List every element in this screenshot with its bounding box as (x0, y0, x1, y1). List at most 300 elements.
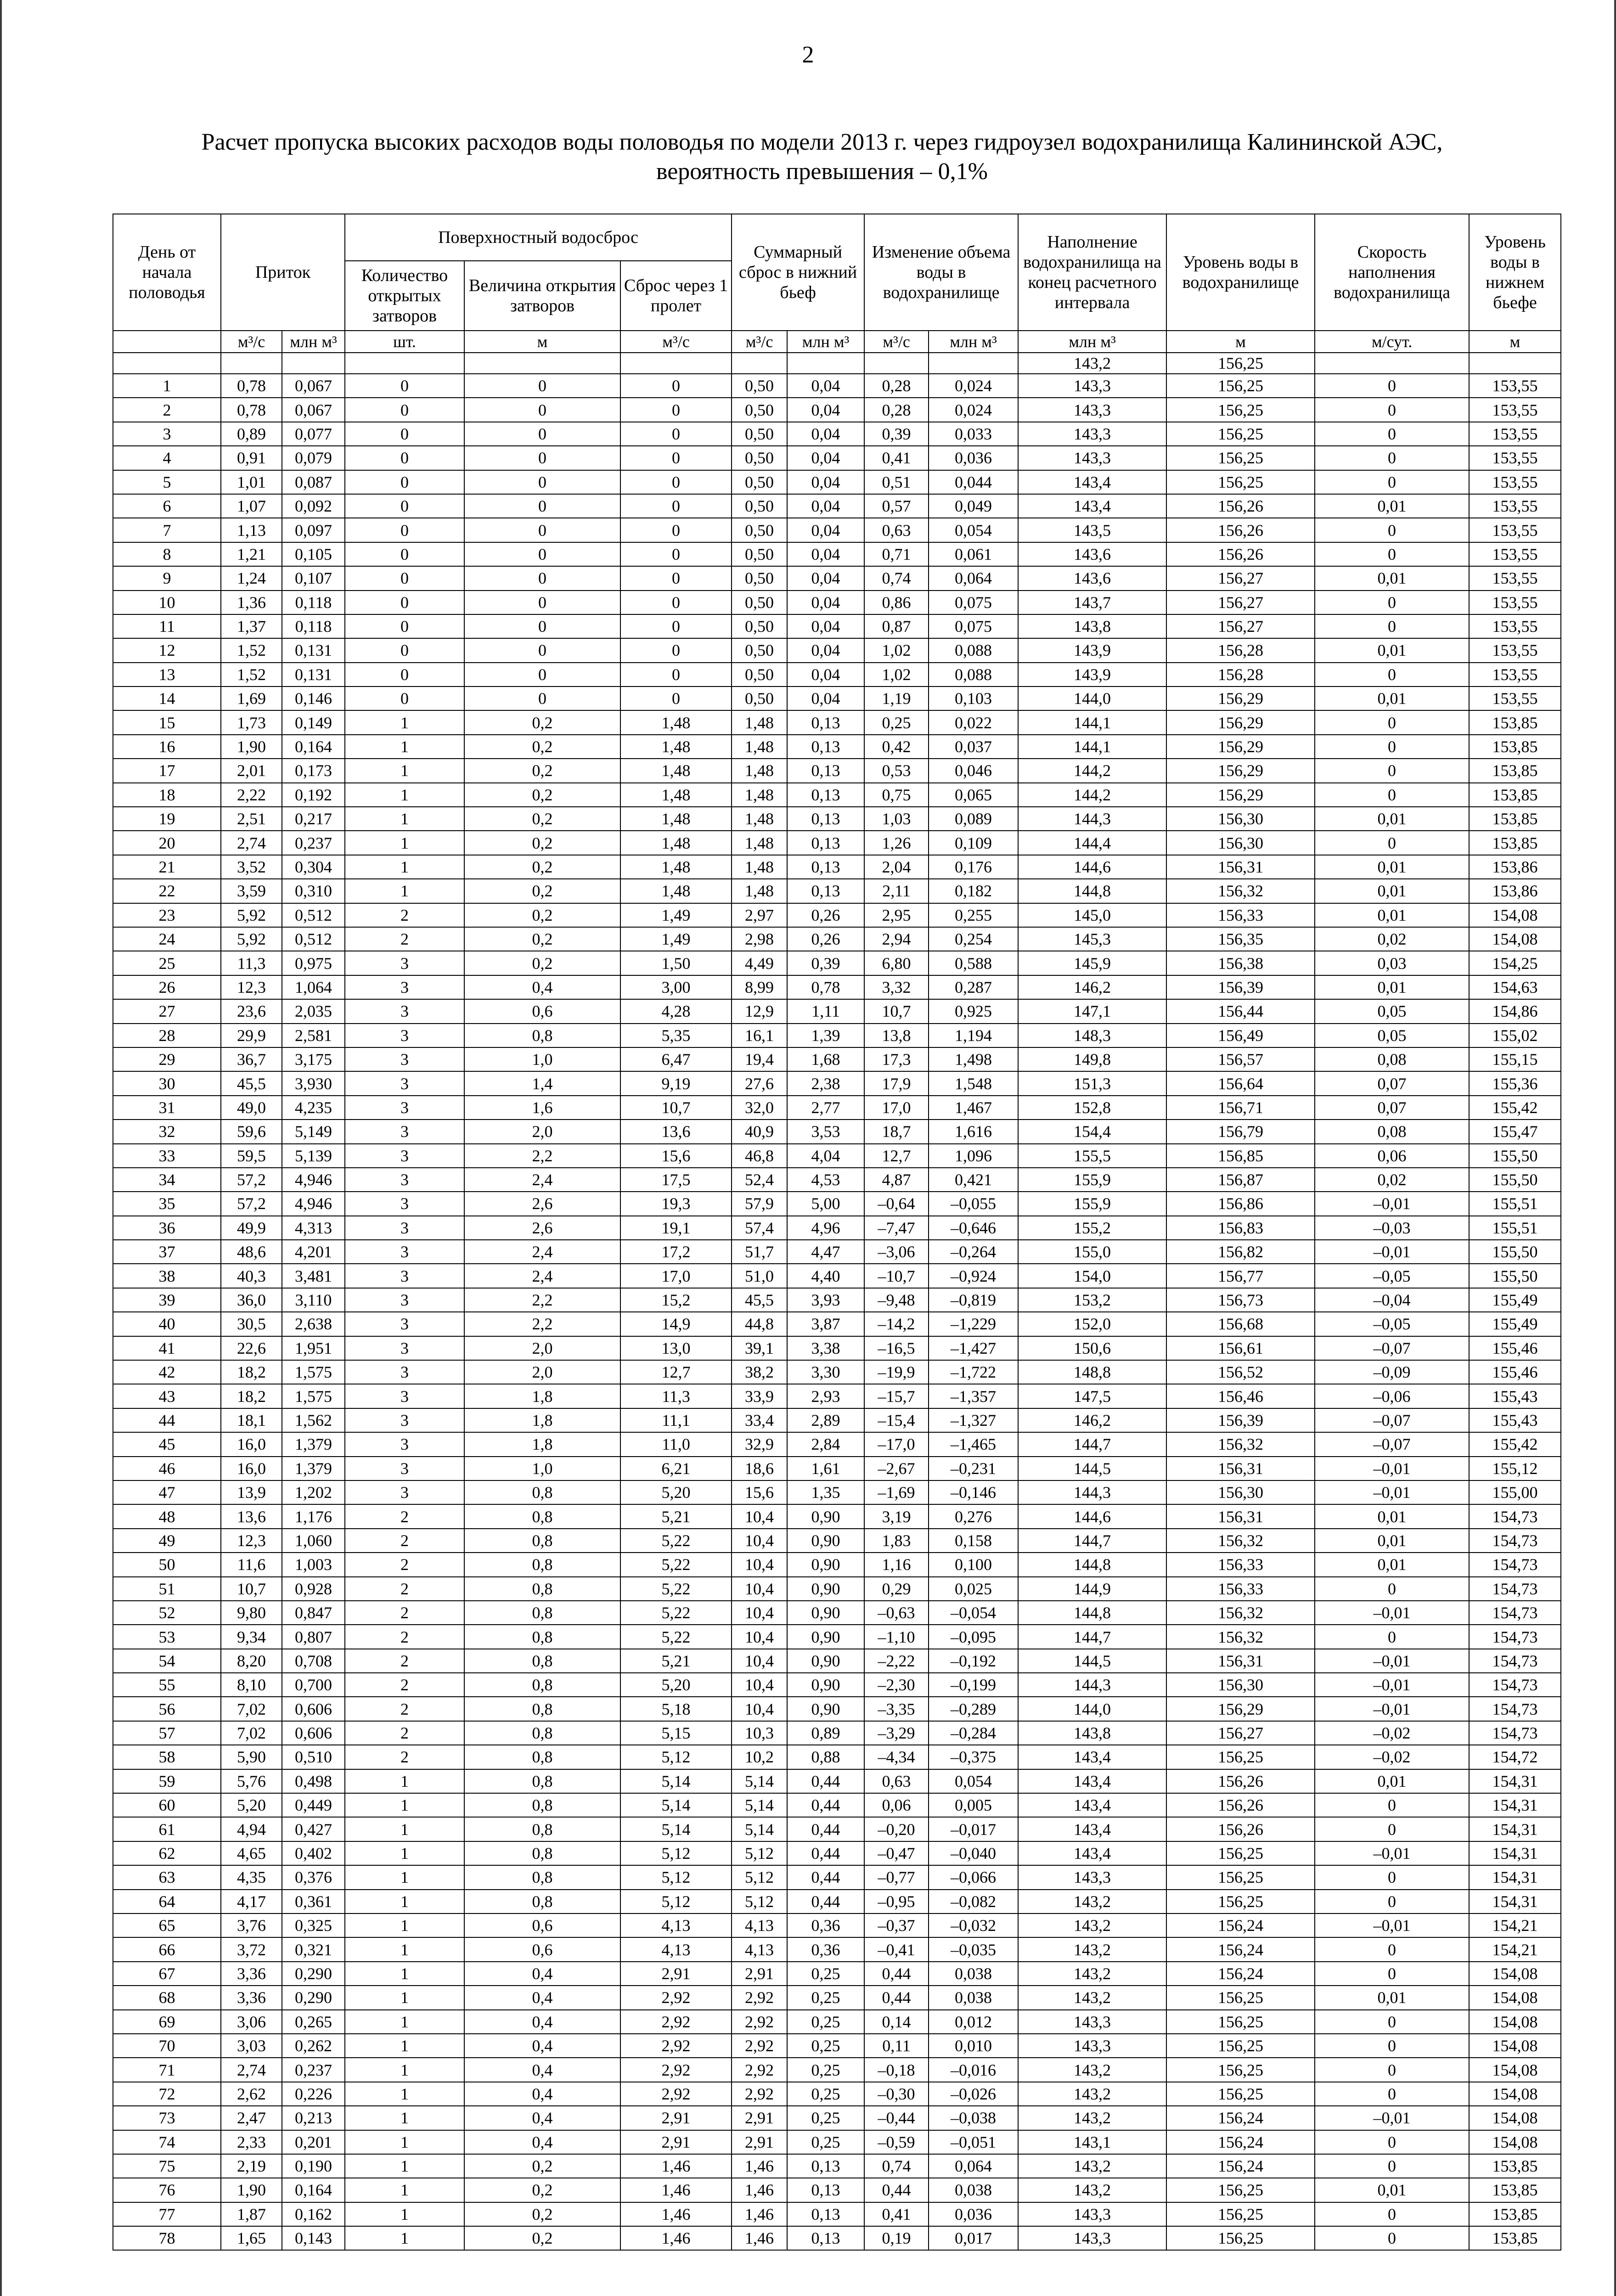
cell-tail: 154,86 (1469, 999, 1561, 1023)
cell-change-q: –10,7 (864, 1264, 929, 1288)
cell-filling: 148,3 (1018, 1024, 1166, 1047)
cell-inflow-v: 0,118 (282, 614, 345, 638)
cell-opening: 0,2 (464, 2226, 620, 2250)
cell-total-v: 0,90 (787, 1529, 864, 1553)
cell-level: 156,29 (1166, 1697, 1315, 1721)
cell-span: 10,7 (620, 1096, 732, 1120)
cell-total-q: 2,92 (732, 2082, 787, 2106)
cell-tail: 155,42 (1469, 1432, 1561, 1456)
cell-inflow-v: 1,003 (282, 1553, 345, 1576)
cell-opening: 2,0 (464, 1360, 620, 1384)
cell-span: 5,21 (620, 1649, 732, 1673)
cell-rate: 0 (1315, 831, 1469, 855)
cell-day: 59 (113, 1769, 221, 1793)
cell-day: 61 (113, 1817, 221, 1841)
cell-inflow-v: 4,235 (282, 1096, 345, 1120)
cell-span: 2,91 (620, 2106, 732, 2130)
cell-total-v: 0,13 (787, 807, 864, 831)
table-row (113, 1962, 1561, 1986)
cell-span: 0 (620, 663, 732, 687)
header-day: День от начала половодья (113, 214, 221, 331)
cell-rate: 0,01 (1315, 1769, 1469, 1793)
table-row (113, 975, 1561, 999)
cell-change-v: 0,012 (929, 2010, 1018, 2034)
cell-total-q: 33,4 (732, 1408, 787, 1432)
cell-change-v: 1,616 (929, 1120, 1018, 1143)
cell-span: 1,48 (620, 783, 732, 807)
cell-span: 0 (620, 518, 732, 542)
cell-filling: 152,0 (1018, 1312, 1166, 1336)
cell-filling: 144,3 (1018, 1480, 1166, 1504)
cell-tail: 153,55 (1469, 591, 1561, 614)
cell-opening: 0 (464, 591, 620, 614)
table-row (113, 879, 1561, 903)
cell-tail: 155,42 (1469, 1096, 1561, 1120)
cell-level: 156,73 (1166, 1288, 1315, 1312)
cell-tail: 153,55 (1469, 518, 1561, 542)
cell-change-q: 0,44 (864, 1986, 929, 2009)
cell-inflow-q: 16,0 (221, 1457, 282, 1480)
cell-span: 12,7 (620, 1360, 732, 1384)
cell-inflow-v: 0,217 (282, 807, 345, 831)
cell-change-q: 0,53 (864, 759, 929, 782)
cell-day: 23 (113, 903, 221, 927)
cell-change-v: –0,819 (929, 1288, 1018, 1312)
table-row (113, 2130, 1561, 2154)
cell-day: 42 (113, 1360, 221, 1384)
cell-tail: 153,86 (1469, 879, 1561, 903)
table-row (113, 1769, 1561, 1793)
cell-level: 156,30 (1166, 807, 1315, 831)
cell-rate: –0,01 (1315, 1240, 1469, 1264)
cell-tail: 154,21 (1469, 1913, 1561, 1937)
cell-change-q: 2,95 (864, 903, 929, 927)
cell-inflow-q: 7,02 (221, 1721, 282, 1745)
cell-change-v: 0,005 (929, 1793, 1018, 1817)
cell-inflow-v: 1,575 (282, 1360, 345, 1384)
cell-gates: 1 (345, 1986, 464, 2009)
cell-opening: 0,8 (464, 1024, 620, 1047)
cell-change-v: 1,096 (929, 1144, 1018, 1168)
cell-rate: 0 (1315, 374, 1469, 398)
cell-change-v: 0,287 (929, 975, 1018, 999)
cell-day: 39 (113, 1288, 221, 1312)
unit-filling: млн м³ (1018, 331, 1166, 353)
cell-change-v: 0,065 (929, 783, 1018, 807)
cell-level: 156,26 (1166, 542, 1315, 566)
cell-level: 156,44 (1166, 999, 1315, 1023)
cell-gates: 2 (345, 1649, 464, 1673)
cell-inflow-v: 4,946 (282, 1192, 345, 1216)
cell-inflow-v: 0,325 (282, 1913, 345, 1937)
cell-inflow-q: 3,72 (221, 1937, 282, 1961)
cell-inflow-q: 2,19 (221, 2154, 282, 2178)
cell-change-v: –1,229 (929, 1312, 1018, 1336)
cell-total-q: 0,50 (732, 470, 787, 494)
cell-filling: 143,4 (1018, 1769, 1166, 1793)
cell-day: 65 (113, 1913, 221, 1937)
cell-inflow-v: 0,079 (282, 446, 345, 470)
cell-rate: 0 (1315, 614, 1469, 638)
cell-tail: 154,73 (1469, 1673, 1561, 1697)
cell-inflow-q: 0,89 (221, 422, 282, 446)
cell-total-q: 46,8 (732, 1144, 787, 1168)
cell-level: 156,68 (1166, 1312, 1315, 1336)
cell-change-v: 0,044 (929, 470, 1018, 494)
cell-inflow-v: 0,361 (282, 1890, 345, 1913)
cell-filling: 148,8 (1018, 1360, 1166, 1384)
cell-total-q: 2,91 (732, 2106, 787, 2130)
cell-day: 40 (113, 1312, 221, 1336)
cell-filling: 144,3 (1018, 1673, 1166, 1697)
cell-tail: 154,08 (1469, 903, 1561, 927)
header-inflow: Приток (221, 214, 345, 331)
cell-total-v: 3,30 (787, 1360, 864, 1384)
cell-inflow-v: 0,427 (282, 1817, 345, 1841)
cell-day: 63 (113, 1865, 221, 1889)
cell-change-q: 10,7 (864, 999, 929, 1023)
cell-rate: 0 (1315, 542, 1469, 566)
table-row (113, 663, 1561, 687)
cell-opening: 0,6 (464, 1937, 620, 1961)
cell-total-v: 4,53 (787, 1168, 864, 1192)
cell-opening: 0,4 (464, 1962, 620, 1986)
cell-tail: 155,50 (1469, 1144, 1561, 1168)
cell-gates: 0 (345, 494, 464, 518)
cell-rate: –0,01 (1315, 1457, 1469, 1480)
cell-filling: 143,2 (1018, 1890, 1166, 1913)
cell-gates: 1 (345, 1865, 464, 1889)
cell-span: 19,3 (620, 1192, 732, 1216)
table-row (113, 855, 1561, 879)
cell-day: 53 (113, 1625, 221, 1649)
cell-change-q: –9,48 (864, 1288, 929, 1312)
cell-tail: 155,49 (1469, 1288, 1561, 1312)
cell-filling: 149,8 (1018, 1047, 1166, 1071)
cell-change-q: 0,44 (864, 1962, 929, 1986)
cell-tail: 155,12 (1469, 1457, 1561, 1480)
cell-opening: 0,4 (464, 2058, 620, 2082)
cell-tail: 155,46 (1469, 1360, 1561, 1384)
cell-rate: 0,08 (1315, 1120, 1469, 1143)
table-row (113, 1360, 1561, 1384)
table-row (113, 566, 1561, 590)
cell-gates: 3 (345, 1360, 464, 1384)
cell-day: 22 (113, 879, 221, 903)
cell-total-q: 1,48 (732, 807, 787, 831)
cell-day: 4 (113, 446, 221, 470)
cell-level: 156,33 (1166, 1553, 1315, 1576)
cell-day: 67 (113, 1962, 221, 1986)
cell-gates: 1 (345, 855, 464, 879)
cell-tail: 153,85 (1469, 807, 1561, 831)
cell-change-v: –1,465 (929, 1432, 1018, 1456)
cell-total-q: 0,50 (732, 687, 787, 710)
cell-total-v: 3,53 (787, 1120, 864, 1143)
cell-filling: 147,5 (1018, 1384, 1166, 1408)
cell-change-v: 0,088 (929, 663, 1018, 687)
cell-span: 11,1 (620, 1408, 732, 1432)
cell-tail: 154,73 (1469, 1553, 1561, 1576)
cell-gates: 3 (345, 1480, 464, 1504)
cell-opening: 0,2 (464, 903, 620, 927)
cell-rate: 0,01 (1315, 494, 1469, 518)
cell-total-q: 0,50 (732, 518, 787, 542)
cell-change-q: –1,69 (864, 1480, 929, 1504)
table-row (113, 2058, 1561, 2082)
cell-opening: 1,6 (464, 1096, 620, 1120)
cell-change-q: –15,7 (864, 1384, 929, 1408)
cell-rate: –0,02 (1315, 1745, 1469, 1769)
table-row (113, 951, 1561, 975)
cell-change-v: 0,054 (929, 518, 1018, 542)
cell-total-q: 16,1 (732, 1024, 787, 1047)
table-row (113, 1745, 1561, 1769)
cell-level: 156,46 (1166, 1384, 1315, 1408)
cell-tail: 153,85 (1469, 2178, 1561, 2202)
document-title (119, 128, 1525, 186)
table-row (113, 735, 1561, 759)
cell-span: 5,18 (620, 1697, 732, 1721)
cell-filling: 143,2 (1018, 2058, 1166, 2082)
cell-gates: 3 (345, 1096, 464, 1120)
cell-inflow-q: 1,90 (221, 735, 282, 759)
page-number: 2 (802, 42, 814, 68)
cell-total-q: 5,14 (732, 1817, 787, 1841)
cell-level: 156,52 (1166, 1360, 1315, 1384)
table-row (113, 1673, 1561, 1697)
cell-gates: 2 (345, 1697, 464, 1721)
cell-opening: 0 (464, 542, 620, 566)
cell-day: 78 (113, 2226, 221, 2250)
cell-inflow-v: 0,376 (282, 1865, 345, 1889)
cell-tail: 153,55 (1469, 614, 1561, 638)
cell-gates: 3 (345, 1024, 464, 1047)
cell-inflow-v: 1,176 (282, 1504, 345, 1528)
cell-filling: 143,3 (1018, 398, 1166, 422)
cell-gates: 0 (345, 446, 464, 470)
cell-change-v: –0,146 (929, 1480, 1018, 1504)
cell-opening: 0,8 (464, 1721, 620, 1745)
cell-level: 156,25 (1166, 470, 1315, 494)
cell-opening: 0,4 (464, 2010, 620, 2034)
cell-total-q: 12,9 (732, 999, 787, 1023)
cell-inflow-q: 18,2 (221, 1384, 282, 1408)
cell-tail: 154,08 (1469, 2058, 1561, 2082)
cell-inflow-v: 4,946 (282, 1168, 345, 1192)
table-row (113, 1913, 1561, 1937)
cell-day: 17 (113, 759, 221, 782)
cell-inflow-v: 0,237 (282, 831, 345, 855)
cell-rate: 0 (1315, 422, 1469, 446)
cell-total-q: 5,12 (732, 1865, 787, 1889)
cell-total-v: 0,44 (787, 1817, 864, 1841)
cell-filling: 143,6 (1018, 566, 1166, 590)
cell-total-q: 0,50 (732, 614, 787, 638)
cell-tail: 154,73 (1469, 1601, 1561, 1625)
cell-total-v: 0,04 (787, 398, 864, 422)
cell-inflow-q: 3,36 (221, 1962, 282, 1986)
cell-filling: 144,7 (1018, 1529, 1166, 1553)
header-gate-opening: Величина открытия затворов (464, 261, 620, 331)
cell-opening: 0,2 (464, 2202, 620, 2226)
cell-rate: 0,07 (1315, 1071, 1469, 1095)
cell-filling: 144,2 (1018, 783, 1166, 807)
cell-change-v: –0,289 (929, 1697, 1018, 1721)
cell-span: 1,48 (620, 807, 732, 831)
cell-day: 12 (113, 638, 221, 662)
cell-change-v: –0,035 (929, 1937, 1018, 1961)
cell-inflow-v: 1,379 (282, 1432, 345, 1456)
cell-level: 156,29 (1166, 783, 1315, 807)
cell-tail: 153,85 (1469, 2226, 1561, 2250)
cell-opening: 0,8 (464, 1625, 620, 1649)
cell-total-q: 2,92 (732, 1986, 787, 2009)
cell-span: 0 (620, 542, 732, 566)
cell-total-q: 0,50 (732, 542, 787, 566)
cell-inflow-q: 29,9 (221, 1024, 282, 1047)
cell-level: 156,30 (1166, 1480, 1315, 1504)
cell-total-v: 0,13 (787, 783, 864, 807)
cell-inflow-q: 8,10 (221, 1673, 282, 1697)
cell-total-q: 4,13 (732, 1937, 787, 1961)
cell-rate: 0,01 (1315, 975, 1469, 999)
cell-level: 156,25 (1166, 2082, 1315, 2106)
cell-span: 5,35 (620, 1024, 732, 1047)
cell-gates: 3 (345, 1047, 464, 1071)
table-row (113, 1457, 1561, 1480)
flood-discharge-table (113, 214, 1561, 2251)
cell-inflow-v: 0,190 (282, 2154, 345, 2178)
cell-change-v: 0,022 (929, 710, 1018, 734)
cell-gates: 2 (345, 1553, 464, 1576)
cell-day: 36 (113, 1216, 221, 1240)
cell-change-v: –0,017 (929, 1817, 1018, 1841)
cell-total-v: 0,13 (787, 2178, 864, 2202)
cell-tail: 153,85 (1469, 2202, 1561, 2226)
cell-level: 156,25 (1166, 398, 1315, 422)
cell-level: 156,29 (1166, 735, 1315, 759)
cell-level: 156,25 (1166, 1986, 1315, 2009)
cell-level: 156,24 (1166, 2130, 1315, 2154)
table-row (113, 1240, 1561, 1264)
table-row (113, 2226, 1561, 2250)
cell-change-q: 0,39 (864, 422, 929, 446)
cell-gates: 1 (345, 2202, 464, 2226)
cell-span: 0 (620, 398, 732, 422)
cell-rate: –0,01 (1315, 1480, 1469, 1504)
cell-level: 156,77 (1166, 1264, 1315, 1288)
unit-gates: шт. (345, 331, 464, 353)
cell-filling: 143,5 (1018, 518, 1166, 542)
cell-level: 156,25 (1166, 1865, 1315, 1889)
cell-inflow-v: 3,930 (282, 1071, 345, 1095)
header-total-discharge: Суммарный сброс в нижний бьеф (732, 214, 864, 331)
cell-span: 2,92 (620, 1986, 732, 2009)
cell-opening: 0,8 (464, 1793, 620, 1817)
cell-inflow-q: 1,37 (221, 614, 282, 638)
cell-inflow-q: 1,36 (221, 591, 282, 614)
cell-inflow-q: 4,94 (221, 1817, 282, 1841)
cell-filling: 143,2 (1018, 1937, 1166, 1961)
cell-filling: 153,2 (1018, 1288, 1166, 1312)
cell-change-v: 0,054 (929, 1769, 1018, 1793)
cell-total-v: 0,25 (787, 2106, 864, 2130)
cell-level: 156,25 (1166, 2034, 1315, 2058)
cell-inflow-q: 1,90 (221, 2178, 282, 2202)
cell-total-q: 1,46 (732, 2202, 787, 2226)
cell-change-q: 1,03 (864, 807, 929, 831)
cell-filling: 143,3 (1018, 422, 1166, 446)
cell-total-q: 4,13 (732, 1913, 787, 1937)
cell-rate: 0 (1315, 1937, 1469, 1961)
cell-gates: 1 (345, 879, 464, 903)
cell-gates: 3 (345, 999, 464, 1023)
units-row (113, 331, 1561, 353)
cell-opening: 0,2 (464, 879, 620, 903)
cell-level: 156,25 (1166, 2010, 1315, 2034)
cell-gates: 0 (345, 398, 464, 422)
cell-level: 156,29 (1166, 710, 1315, 734)
cell-inflow-v: 0,131 (282, 638, 345, 662)
cell-filling: 143,9 (1018, 638, 1166, 662)
cell-rate: 0 (1315, 591, 1469, 614)
cell-inflow-v: 0,708 (282, 1649, 345, 1673)
cell-span: 13,6 (620, 1120, 732, 1143)
cell-inflow-v: 3,110 (282, 1288, 345, 1312)
cell-change-v: 0,036 (929, 446, 1018, 470)
cell-span: 5,22 (620, 1601, 732, 1625)
cell-change-q: 1,02 (864, 638, 929, 662)
cell-inflow-v: 2,581 (282, 1024, 345, 1047)
cell-inflow-q: 59,5 (221, 1144, 282, 1168)
cell-span: 0 (620, 422, 732, 446)
cell-inflow-q: 18,2 (221, 1360, 282, 1384)
cell-tail: 155,36 (1469, 1071, 1561, 1095)
header-spillway: Поверхностный водосброс (345, 214, 732, 261)
cell-change-v: 0,064 (929, 2154, 1018, 2178)
unit-day (113, 331, 221, 353)
cell-tail: 154,72 (1469, 1745, 1561, 1769)
cell-span: 1,49 (620, 903, 732, 927)
cell-total-q: 5,12 (732, 1890, 787, 1913)
cell-level: 156,24 (1166, 2106, 1315, 2130)
cell-change-q: 0,25 (864, 710, 929, 734)
cell-day: 51 (113, 1577, 221, 1601)
cell-day: 66 (113, 1937, 221, 1961)
cell-opening: 0 (464, 663, 620, 687)
cell-total-q: 10,4 (732, 1577, 787, 1601)
cell-span: 15,2 (620, 1288, 732, 1312)
cell-tail: 153,55 (1469, 470, 1561, 494)
cell-opening: 0,6 (464, 1913, 620, 1937)
table-row (113, 446, 1561, 470)
cell-day: 33 (113, 1144, 221, 1168)
cell-rate: 0 (1315, 398, 1469, 422)
cell-total-v: 0,04 (787, 663, 864, 687)
cell-total-v: 0,90 (787, 1697, 864, 1721)
cell-inflow-v: 4,201 (282, 1240, 345, 1264)
cell-day: 73 (113, 2106, 221, 2130)
cell-opening: 0 (464, 470, 620, 494)
cell-span: 1,48 (620, 710, 732, 734)
cell-inflow-q: 13,9 (221, 1480, 282, 1504)
cell-inflow-q: 1,13 (221, 518, 282, 542)
cell-total-v: 0,04 (787, 614, 864, 638)
cell-tail: 154,73 (1469, 1625, 1561, 1649)
cell-span: 5,22 (620, 1577, 732, 1601)
cell-rate: 0,05 (1315, 999, 1469, 1023)
